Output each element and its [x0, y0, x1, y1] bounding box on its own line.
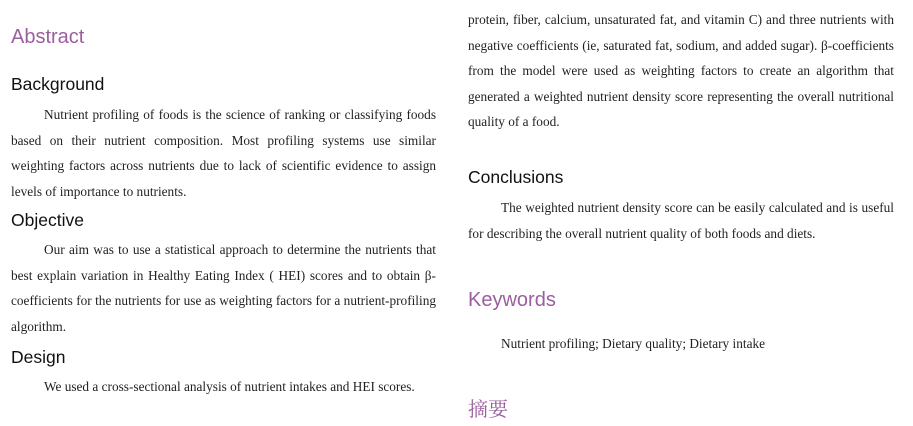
design-heading: Design [11, 347, 66, 367]
chinese-abstract-heading: 摘要 [468, 399, 508, 421]
conclusions-text: The weighted nutrient density score can be easily calculated and is useful for describing the overall nutrient quality of both foods and diets. [468, 200, 894, 241]
results-continued-text: protein, fiber, calcium, unsaturated fat, and vitamin C) and three nutrients with negative coefficients (ie, saturated fat, sodium, and added sugar). β-coefficients from the model were used as weighting factors to create an algorithm that generated a weighted nutrient density score representing the overall nutritional quality of a food. [468, 12, 894, 130]
keywords-heading: Keywords [468, 289, 556, 311]
objective-text: Our aim was to use a statistical approach to determine the nutrients that best explain variation in Healthy Eating Index ( HEI) scores and to obtain β-coefficients for the nutrients for use as weighting factors for a nutrient-profiling algorithm. [11, 242, 436, 334]
objective-heading: Objective [11, 210, 84, 230]
conclusions-heading: Conclusions [468, 167, 564, 187]
abstract-heading: Abstract [11, 26, 85, 48]
background-heading: Background [11, 74, 105, 94]
design-text: We used a cross-sectional analysis of nutrient intakes and HEI scores. [44, 379, 415, 394]
keywords-text: Nutrient profiling; Dietary quality; Dietary intake [501, 336, 766, 351]
background-text: Nutrient profiling of foods is the science of ranking or classifying foods based on their nutrient composition. Most profiling systems use similar weighting factors across nutrients due to lack of scientific evidence to assign levels of importance to nutrients. [11, 107, 436, 199]
